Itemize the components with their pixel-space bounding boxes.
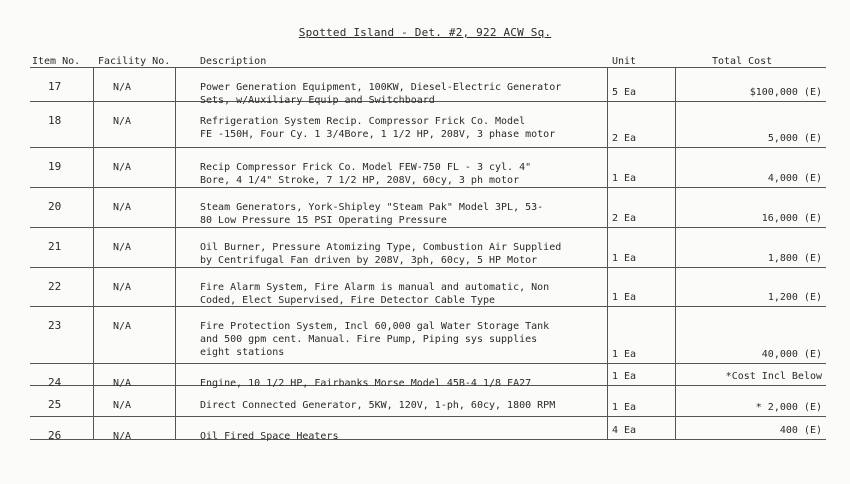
total-cost-value: *Cost Incl Below <box>725 371 822 382</box>
header-facility-no: Facility No. <box>98 56 171 67</box>
header-item-no: Item No. <box>32 56 81 67</box>
facility-number: N/A <box>113 321 132 332</box>
description-line: Sets, w/Auxiliary Equip and Switchboard <box>200 95 435 106</box>
description-line: Coded, Elect Supervised, Fire Detector Cable Type <box>200 295 496 306</box>
column-divider <box>175 67 176 439</box>
item-number: 22 <box>48 280 62 293</box>
description-line: Refrigeration System Recip. Compressor Frick Co. Model <box>200 116 526 127</box>
unit-value: 1 Ea <box>612 371 637 382</box>
unit-value: 1 Ea <box>612 253 637 264</box>
description-line: FE -150H, Four Cy. 1 3/4Bore, 1 1/2 HP, 208V, 3 phase motor <box>200 129 556 140</box>
row-divider <box>30 147 826 148</box>
header-total-cost: Total Cost <box>712 56 773 67</box>
description-line: by Centrifugal Fan driven by 208V, 3ph, 60cy, 5 HP Motor <box>200 255 538 266</box>
row-divider <box>30 363 826 364</box>
unit-value: 2 Ea <box>612 213 637 224</box>
row-divider <box>30 267 826 268</box>
row-divider <box>30 439 826 440</box>
total-cost-value: $100,000 (E) <box>749 87 822 98</box>
facility-number: N/A <box>113 202 132 213</box>
header-description: Description <box>200 56 267 67</box>
total-cost-value: 1,200 (E) <box>767 292 822 303</box>
row-divider <box>30 416 826 417</box>
facility-number: N/A <box>113 400 132 411</box>
description-line: Oil Burner, Pressure Atomizing Type, Combustion Air Supplied <box>200 242 562 253</box>
description-line: Engine, 10 1/2 HP, Fairbanks Morse Model 45B-4 1/8 FA27 <box>200 378 532 389</box>
page-title: Spotted Island - Det. #2, 922 ACW Sq. <box>298 26 552 39</box>
facility-number: N/A <box>113 431 132 442</box>
description-line: Power Generation Equipment, 100KW, Diesel-Electric Generator <box>200 82 562 93</box>
total-cost-value: 4,000 (E) <box>767 173 822 184</box>
facility-number: N/A <box>113 378 132 389</box>
column-divider <box>675 67 676 439</box>
description-line: and 500 gpm cent. Manual. Fire Pump, Piping sys supplies <box>200 334 538 345</box>
facility-number: N/A <box>113 242 132 253</box>
total-cost-value: 5,000 (E) <box>767 133 822 144</box>
total-cost-value: 40,000 (E) <box>761 349 822 360</box>
description-line: Bore, 4 1/4" Stroke, 7 1/2 HP, 208V, 60cy, 3 ph motor <box>200 175 520 186</box>
description-line: eight stations <box>200 347 285 358</box>
total-cost-value: * 2,000 (E) <box>755 402 822 413</box>
item-number: 25 <box>48 398 62 411</box>
item-number: 24 <box>48 376 62 389</box>
item-number: 18 <box>48 114 62 127</box>
column-divider <box>607 67 608 439</box>
unit-value: 1 Ea <box>612 402 637 413</box>
facility-number: N/A <box>113 116 132 127</box>
row-divider <box>30 187 826 188</box>
description-line: Recip Compressor Frick Co. Model FEW-750 FL - 3 cyl. 4" <box>200 162 532 173</box>
row-divider <box>30 67 826 68</box>
facility-number: N/A <box>113 162 132 173</box>
total-cost-value: 1,800 (E) <box>767 253 822 264</box>
item-number: 17 <box>48 80 62 93</box>
item-number: 23 <box>48 319 62 332</box>
item-number: 20 <box>48 200 62 213</box>
unit-value: 1 Ea <box>612 349 637 360</box>
description-line: Fire Protection System, Incl 60,000 gal Water Storage Tank <box>200 321 550 332</box>
description-line: Fire Alarm System, Fire Alarm is manual and automatic, Non <box>200 282 550 293</box>
description-line: Direct Connected Generator, 5KW, 120V, 1-ph, 60cy, 1800 RPM <box>200 400 556 411</box>
header-unit: Unit <box>612 56 637 67</box>
unit-value: 4 Ea <box>612 425 637 436</box>
unit-value: 5 Ea <box>612 87 637 98</box>
description-line: 80 Low Pressure 15 PSI Operating Pressure <box>200 215 447 226</box>
unit-value: 1 Ea <box>612 173 637 184</box>
description-line: Oil Fired Space Heaters <box>200 431 339 442</box>
item-number: 19 <box>48 160 62 173</box>
total-cost-value: 400 (E) <box>779 425 822 436</box>
row-divider <box>30 227 826 228</box>
facility-number: N/A <box>113 282 132 293</box>
unit-value: 1 Ea <box>612 292 637 303</box>
unit-value: 2 Ea <box>612 133 637 144</box>
item-number: 21 <box>48 240 62 253</box>
column-divider <box>93 67 94 439</box>
item-number: 26 <box>48 429 62 442</box>
total-cost-value: 16,000 (E) <box>761 213 822 224</box>
facility-number: N/A <box>113 82 132 93</box>
description-line: Steam Generators, York-Shipley "Steam Pak" Model 3PL, 53- <box>200 202 544 213</box>
